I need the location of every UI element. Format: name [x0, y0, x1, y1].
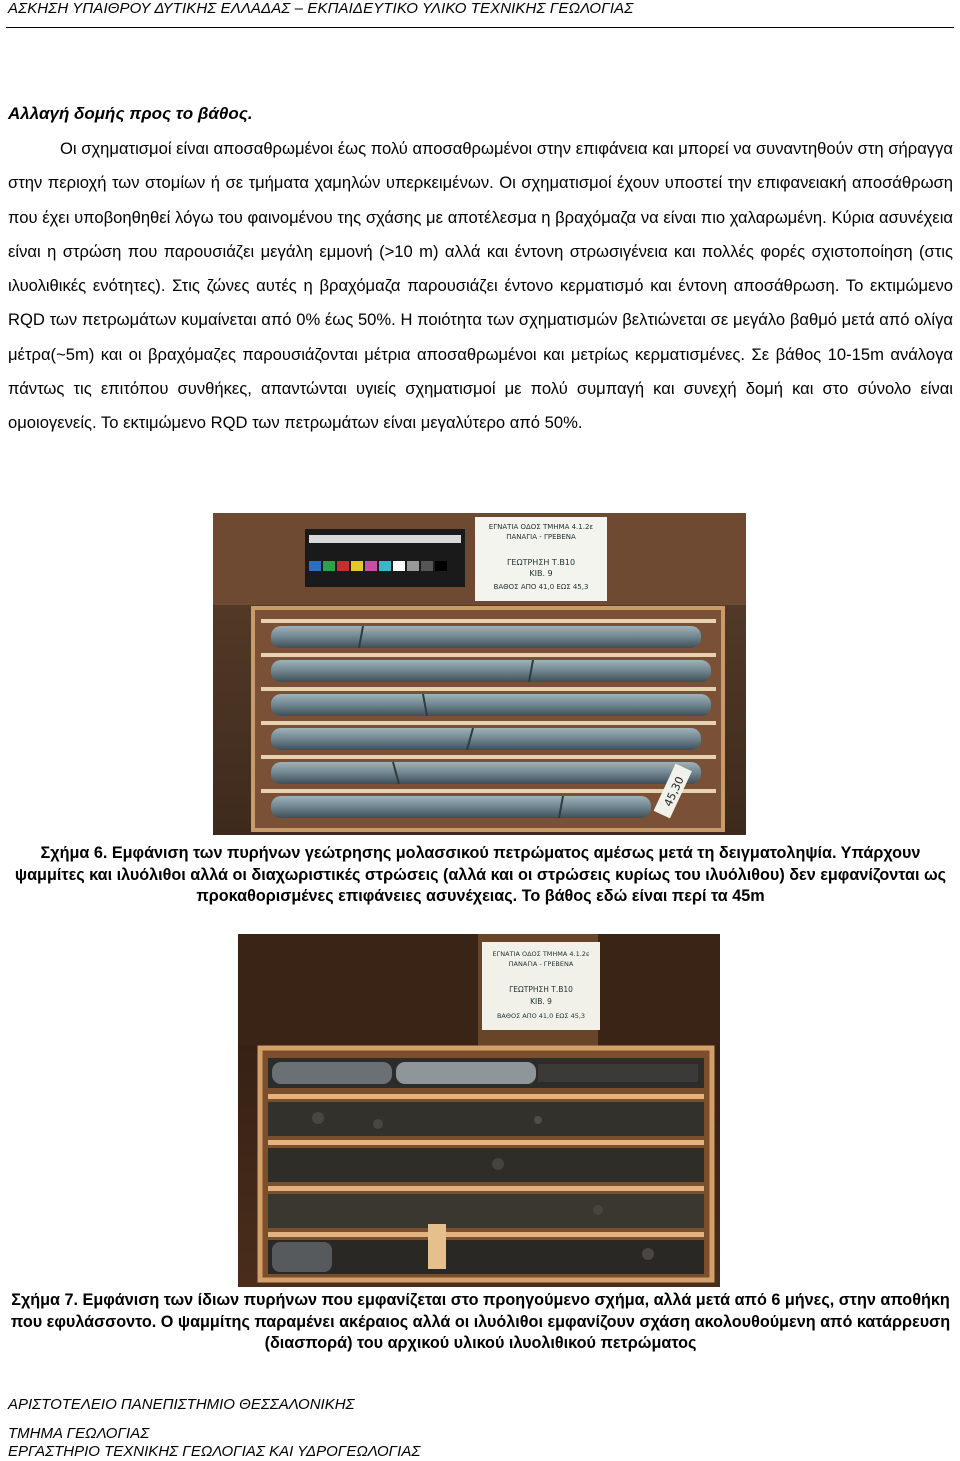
label-line: ΕΓΝΑΤΙΑ ΟΔΟΣ ΤΜΗΜΑ 4.1.2ε: [488, 523, 594, 531]
label-line: ΒΑΘΟΣ ΑΠΟ 41,0 ΕΩΣ 45,3: [496, 1012, 586, 1020]
figure-7-label: Σχήμα 7.: [11, 1291, 79, 1309]
footer-university: ΑΡΙΣΤΟΤΕΛΕΙΟ ΠΑΝΕΠΙΣΤΗΜΙΟ ΘΕΣΣΑΛΟΝΙΚΗΣ: [8, 1396, 355, 1413]
label-line: ΓΕΩΤΡΗΣΗ Τ.Β10: [506, 558, 576, 567]
label-line: ΚΙΒ. 9: [529, 569, 553, 578]
label-line: ΕΓΝΑΤΙΑ ΟΔΟΣ ΤΜΗΜΑ 4.1.2ε: [492, 950, 590, 958]
label-line: ΠΑΝΑΓΙΑ - ΓΡΕΒΕΝΑ: [508, 960, 574, 968]
figure-7-caption: [8, 1290, 953, 1355]
label-line: ΚΙΒ. 9: [530, 997, 552, 1006]
figure-6-caption: [8, 843, 953, 908]
core-box-photo-aged: [238, 934, 720, 1287]
figure-6-photo: [213, 513, 746, 835]
footer-department: ΤΜΗΜΑ ΓΕΩΛΟΓΙΑΣ: [8, 1425, 150, 1442]
body-paragraph: Οι σχηματισμοί είναι αποσαθρωμένοι έως πολύ αποσαθρωμένοι στην επιφάνεια και μπορεί να συναντηθούν στη σήραγγα στην περιοχή των στομίων ή σε τμήματα χαμηλών υπερκειμένων. Οι σχηματισμοί έχουν υποστεί την επιφανειακή αποσάθρωση που έχει υποβοηθηθεί λόγω του φαινομένου της σχάσης με αποτέλεσμα η βραχόμαζα να είναι πιο χαλαρωμένη. Κύρια ασυνέχεια είναι η στρώση που παρουσιάζει μεγάλη εμμονή (>10 m) αλλά και έντονη στρωσιγένεια και πολλές φορές σχιστοποίηση (στις ιλυολιθικές ενότητες). Στις ζώνες αυτές η βραχόμαζα παρουσιάζει έντονο κερματισμό και έντονη αποσάθρωση. Το εκτιμώμενο RQD των πετρωμάτων κυμαίνεται από 0% έως 50%. Η ποιότητα των σχηματισμών βελτιώνεται σε μεγάλο βαθμό μετά από ολίγα μέτρα(~5m) και οι βραχόμαζες παρουσιάζονται μέτρια αποσαθρωμένοι και μετρίως κερματισμένες. Σε βάθος 10-15m ανάλογα πάντως τις επιτόπου συνθήκες, απαντώνται υγιείς σχηματισμοί με πολύ συμπαγή και συνεχή δομή και στο σύνολο είναι ομοιογενείς. Το εκτιμώμενο RQD των πετρωμάτων είναι μεγαλύτερο από 50%.: [8, 139, 953, 433]
core-box-photo-fresh: [213, 513, 746, 835]
running-header: ΑΣΚΗΣΗ ΥΠΑΙΘΡΟΥ ΔΥΤΙΚΗΣ ΕΛΛΑΔΑΣ – ΕΚΠΑΙΔΕΥΤΙΚΟ ΥΛΙΚΟ ΤΕΧΝΙΚΗΣ ΓΕΩΛΟΓΙΑΣ: [8, 0, 634, 17]
figure-6-caption-text: Εμφάνιση των πυρήνων γεώτρησης μολασσικού πετρώματος αμέσως μετά τη δειγματοληψία. Υπάρχουν ψαμμίτες και ιλυόλιθοι αλλά οι διαχωριστικές στρώσεις (αλλά και οι στρώσεις κυρίως του ιλυόλιθου) δεν εμφανίζονται ως προκαθορισμένες επιφάνειες ασυνέχειας. Το βάθος εδώ είναι περί τα 45m: [14, 844, 947, 905]
header-rule: [6, 27, 954, 28]
figure-7-caption-text: Εμφάνιση των ίδιων πυρήνων που εμφανίζεται στο προηγούμενο σχήμα, αλλά μετά από 6 μήνες, στην αποθήκη που εφυλάσσοντο. Ο ψαμμίτης παραμένει ακέραιος αλλά οι ιλυόλιθοι εμφανίζουν σχάση ακολουθούμενη από κατάρρευση (διασπορά) του αρχικού υλικού ιλυολιθικού πετρώματος: [10, 1291, 951, 1352]
label-line: ΓΕΩΤΡΗΣΗ Τ.Β10: [509, 985, 573, 994]
label-line: ΒΑΘΟΣ ΑΠΟ 41,0 ΕΩΣ 45,3: [493, 583, 589, 591]
section-heading: Αλλαγή δομής προς το βάθος.: [8, 104, 253, 123]
depth-marker: 45,30: [661, 774, 687, 809]
figure-6-label: Σχήμα 6.: [40, 844, 108, 862]
footer-lab: ΕΡΓΑΣΤΗΡΙΟ ΤΕΧΝΙΚΗΣ ΓΕΩΛΟΓΙΑΣ ΚΑΙ ΥΔΡΟΓΕΩΛΟΓΙΑΣ: [8, 1443, 421, 1460]
figure-7-photo: [238, 934, 720, 1287]
label-line: ΠΑΝΑΓΙΑ - ΓΡΕΒΕΝΑ: [506, 533, 576, 541]
